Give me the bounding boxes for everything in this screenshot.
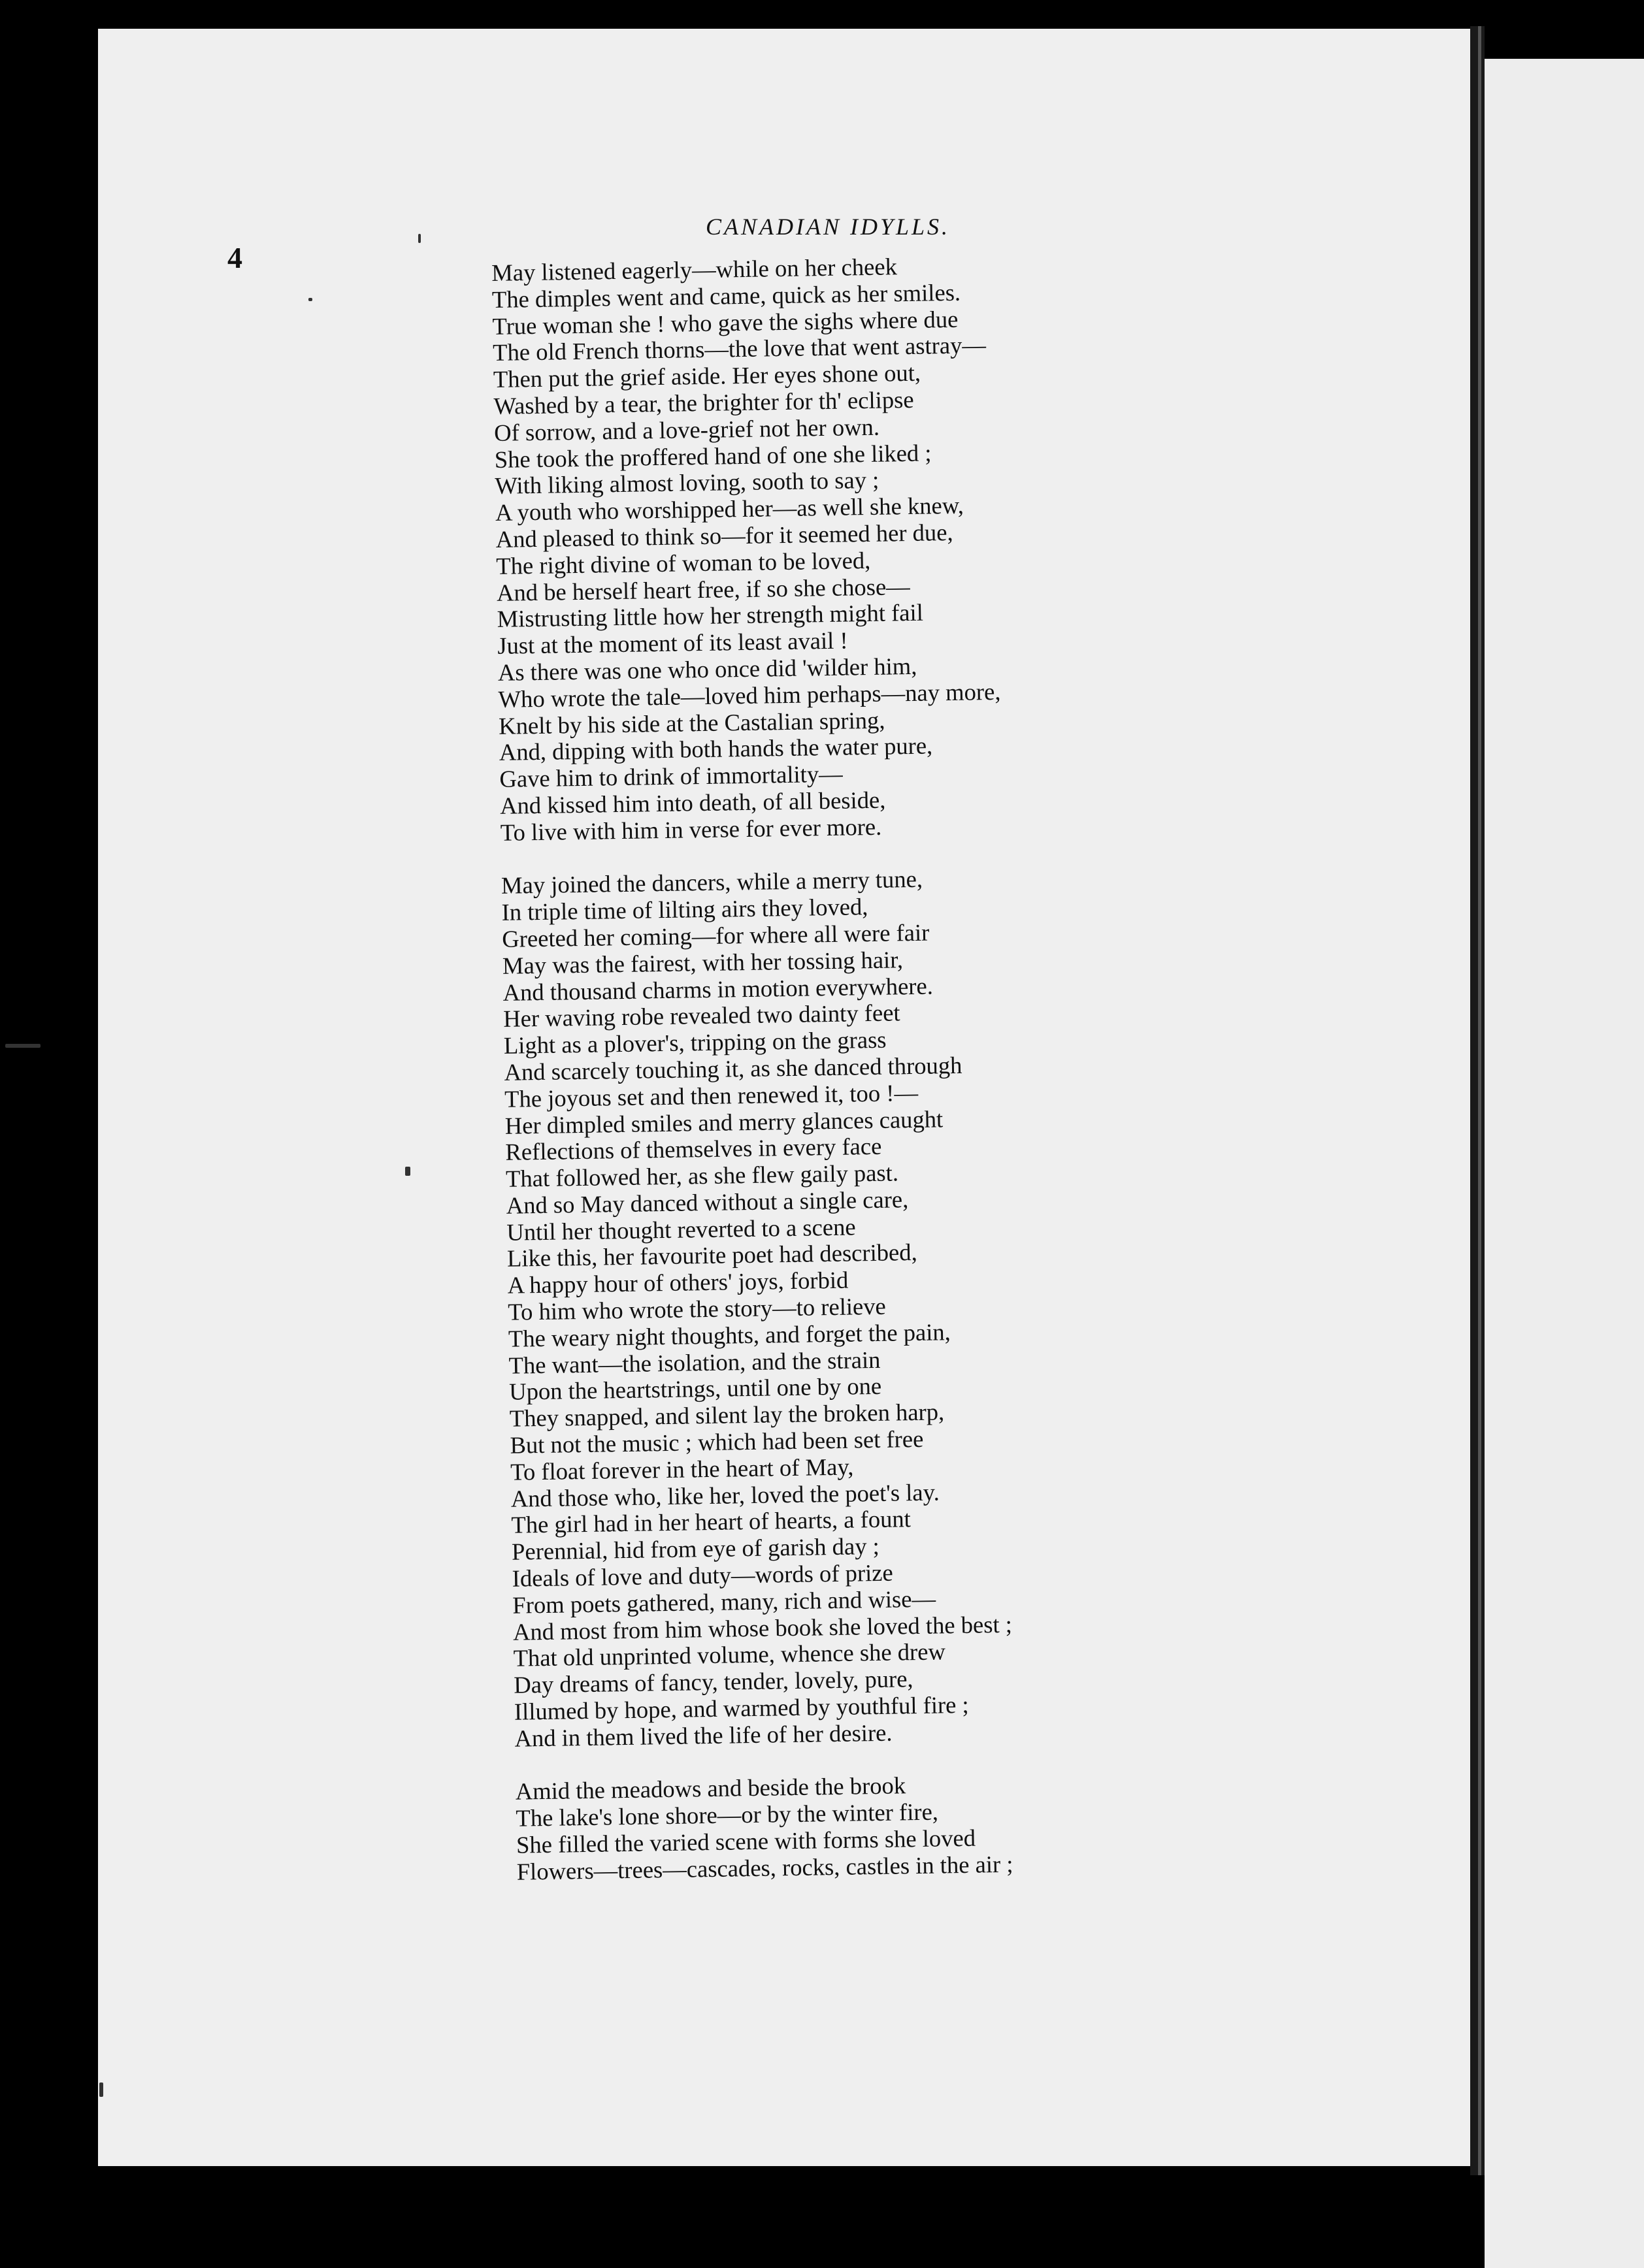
poem-line: And thousand charms in motion everywhere. (502, 972, 934, 1006)
poem-line: Flowers—trees—cascades, rocks, castles in the air ; (516, 1850, 1013, 1885)
poem-line: The dimples went and came, quick as her smiles. (491, 278, 961, 313)
poem-line: From poets gathered, many, rich and wise— (512, 1585, 936, 1619)
poem-line: The joyous set and then renewed it, too !— (504, 1078, 919, 1112)
poem-line: The old French thorns—the love that went astray— (492, 331, 987, 366)
gutter-line (1478, 26, 1481, 2175)
stanza (516, 1768, 1223, 1885)
poem-line: The girl had in her heart of hearts, a fount (511, 1505, 912, 1539)
poem-line: And so May danced without a single care, (506, 1186, 909, 1219)
poem-line: Reflections of themselves in every face (505, 1133, 882, 1166)
poem-line: She filled the varied scene with forms she loved (516, 1824, 976, 1858)
poem-text (491, 249, 1223, 1885)
poem-line: To him who wrote the story—to relieve (507, 1292, 887, 1325)
page-edge-shadow (1470, 26, 1485, 2175)
running-head: CANADIAN IDYLLS. (706, 214, 951, 240)
poem-line: The lake's lone shore—or by the winter fire, (516, 1798, 939, 1832)
poem-line: True woman she ! who gave the sighs where due (492, 305, 959, 340)
poem-line: With liking almost loving, sooth to say ; (495, 466, 880, 500)
poem-line: Then put the grief aside. Her eyes shone out, (493, 359, 921, 393)
poem-line: Just at the moment of its least avail ! (497, 626, 848, 660)
poem-line: Until her thought reverted to a scene (506, 1213, 856, 1246)
poem-line: Light as a plover's, tripping on the grass (503, 1026, 887, 1059)
poem-line: And scarcely touching it, as she danced through (504, 1051, 962, 1086)
stanza (491, 249, 1206, 846)
poem-line: And those who, like her, loved the poet's lay. (510, 1478, 940, 1512)
poem-line: The want—the isolation, and the strain (508, 1346, 881, 1379)
poem-line: Her waving robe revealed two dainty feet (502, 999, 900, 1033)
poem-line: And, dipping with both hands the water pure, (499, 732, 933, 766)
poem-line: That followed her, as she flew gaily past. (505, 1159, 899, 1192)
poem-line: A youth who worshipped her—as well she knew, (495, 491, 964, 526)
poem-line: And kissed him into death, of all beside, (499, 786, 886, 819)
poem-line: May was the fairest, with her tossing hair, (502, 945, 904, 979)
poem-line: Upon the heartstrings, until one by one (508, 1372, 882, 1406)
poem-line: But not the music ; which had been set free (510, 1425, 924, 1459)
poem-line: Mistrusting little how her strength might fail (497, 599, 924, 633)
poem-line: Greeted her coming—for where all were fair (502, 918, 930, 952)
poem-line: Knelt by his side at the Castalian spring, (498, 706, 885, 739)
poem-line: They snapped, and silent lay the broken harp, (509, 1398, 945, 1433)
poem-line: And in them lived the life of her desire. (514, 1719, 893, 1752)
poem-line: Like this, her favourite poet had described, (506, 1239, 917, 1272)
poem-line: Who wrote the tale—loved him perhaps—nay more, (498, 677, 1001, 713)
poem-line: Of sorrow, and a love-grief not her own. (493, 413, 880, 446)
poem-line: To float forever in the heart of May, (510, 1453, 854, 1485)
page-number: 4 (227, 241, 242, 274)
poem-line: May listened eagerly—while on her cheek (491, 253, 898, 286)
poem-line: Illumed by hope, and warmed by youthful fire ; (514, 1691, 969, 1725)
poem-line: Gave him to drink of immortality— (499, 760, 843, 793)
poem-line: The weary night thoughts, and forget the pain, (508, 1318, 951, 1352)
poem-line: A happy hour of others' joys, forbid (507, 1266, 849, 1299)
poem-line: To live with him in verse for ever more. (500, 813, 882, 846)
poem-line: She took the proffered hand of one she liked ; (494, 439, 932, 473)
poem-line: That old unprinted volume, whence she drew (513, 1638, 946, 1672)
poem-line: Amid the meadows and beside the brook (515, 1772, 906, 1806)
poem-line: Washed by a tear, the brighter for th' eclipse (493, 385, 914, 419)
poem-line: In triple time of lilting airs they loved, (501, 893, 868, 926)
poem-line: May joined the dancers, while a merry tune, (501, 866, 923, 899)
poem-line: Her dimpled smiles and merry glances caught (504, 1105, 944, 1139)
poem-line: And be herself heart free, if so she chose— (496, 572, 911, 606)
poem-line: As there was one who once did 'wilder him, (497, 652, 917, 686)
poem-line: And pleased to think so—for it seemed her due, (495, 518, 953, 553)
poem-line: Perennial, hid from eye of garish day ; (511, 1532, 880, 1566)
poem-line: Ideals of love and duty—words of prize (512, 1559, 894, 1592)
poem-line: The right divine of woman to be loved, (496, 546, 871, 579)
adjacent-page-edge (1485, 59, 1644, 2268)
stanza (501, 862, 1221, 1752)
poem-line: Day dreams of fancy, tender, lovely, pure, (513, 1665, 913, 1698)
poem-line: And most from him whose book she loved the best ; (512, 1610, 1013, 1645)
